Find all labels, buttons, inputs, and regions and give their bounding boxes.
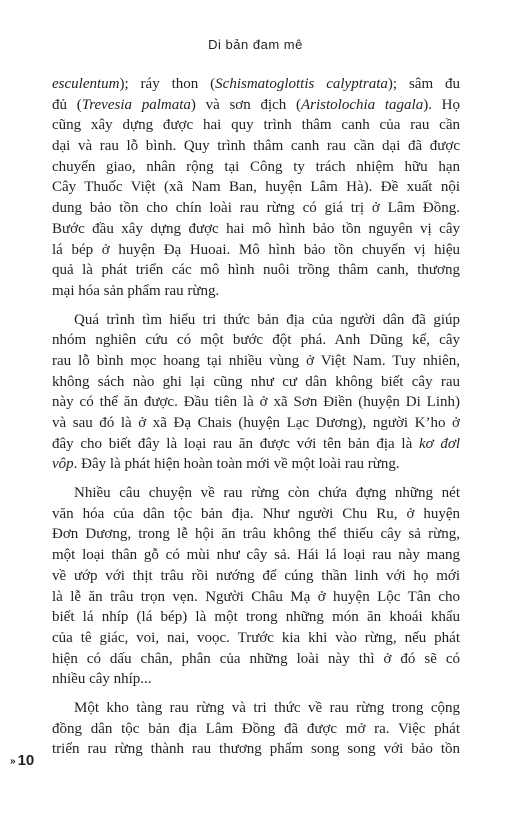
text-line: lá bép ở huyện Đạ Huoai. Mô hình bảo tồn chuyển vị hiệu [52, 241, 460, 258]
text-line: văn hóa của dân tộc bản địa. Như người Chu Ru, ở huyện [52, 505, 460, 522]
text-line: là lễ ăn trâu trọn vẹn. Người Châu Mạ ở huyện Lộc Tân cho [52, 588, 460, 605]
text-line: và sau đó là ở xã Đạ Chais (huyện Lạc Dương), người K’ho ở [52, 415, 460, 431]
text-line: mại hóa sản phẩm rau rừng. [52, 282, 220, 299]
text-line: không sách nào ghi lại cũng như cư dân không biết cây rau [52, 373, 460, 390]
running-header: Di bản đam mê [208, 37, 303, 52]
paragraph [52, 310, 460, 476]
text-line: chuyển giao, nhân rộng tại Công ty trách nhiệm hữu hạn [52, 158, 460, 175]
text-line: dung bảo tồn cho chín loài rau rừng có giá trị ở Lâm Đồng. [52, 200, 460, 217]
text-line: Bước đầu xây dựng được hai mô hình bảo tồn nguyên vị cây [52, 220, 460, 237]
page-mark-icon: » [10, 755, 16, 767]
text-line: Đơn Dương, trong lễ hội ăn trâu không thể thiếu cây sả rừng, [52, 526, 460, 543]
text-line: Một kho tàng rau rừng và tri thức về rau rừng trong cộng [74, 699, 460, 716]
text-line: dại và rau lỗ bình. Quy trình thâm canh rau cần dại đã được [52, 138, 460, 155]
text-line: đủ (Trevesia palmata) và sơn địch (Aristolochia tagala). Họ [52, 96, 460, 113]
text-line: đây cho biết đây là loại rau ăn được với tên bản địa là kơ đơl [52, 435, 460, 452]
text-line: rau lỗ bình mọc hoang tại nhiều vùng ở Việt Nam. Tuy nhiên, [52, 352, 460, 369]
text-line: nhóm nghiên cứu có một bước đột phá. Anh Dũng kể, cây [52, 332, 460, 349]
text-line: cũng xây dựng được hai quy trình thâm canh của rau cần [52, 117, 460, 134]
text-line: của tê giác, voi, nai, voọc. Trước kia khi vào rừng, nếu phát [52, 629, 460, 646]
paragraph [52, 698, 460, 760]
page-number [10, 752, 34, 769]
text-line: đồng dân tộc bản địa Lâm Đồng đã được mở ra. Việc phát [52, 720, 460, 737]
paragraph [52, 483, 460, 690]
text-line: về ướp với thịt trâu rồi nướng để cúng thần linh với họ mới [52, 567, 460, 584]
body-text [52, 74, 460, 760]
text-line: biết lá nhíp (lá bép) là một trong những món ăn khoái khẩu [52, 609, 460, 626]
text-line: nhiều cây nhíp... [52, 671, 152, 688]
text-line: Quá trình tìm hiểu tri thức bản địa của người dân đã giúp [74, 311, 460, 328]
text-line: hiện có dấu chân, phân của những loài này thì ở đó sẽ có [52, 650, 460, 667]
text-line: một loại thân gỗ có mùi như cây sả. Hái lá loại rau này mang [52, 547, 460, 564]
text-line: Nhiều câu chuyện về rau rừng còn chứa đựng những nét [74, 485, 460, 502]
text-line: quả là phát triển các mô hình nuôi trồng thâm canh, thương [52, 262, 460, 279]
paragraph [52, 74, 460, 302]
text-line: này có thể ăn được. Đầu tiên là ở xã Sơn Điền (huyện Di Linh) [52, 394, 460, 411]
text-line: triển rau rừng thành rau thương phẩm song song với bảo tồn [52, 741, 460, 758]
text-line: esculentum); ráy thon (Schismatoglottis calyptrata); sâm đu [52, 76, 460, 92]
text-line: Cây Thuốc Việt (xã Nam Ban, huyện Lâm Hà). Đề xuất nội [52, 179, 460, 196]
page-number-value: 10 [17, 752, 35, 769]
text-line: vôp. Đây là phát hiện hoàn toàn mới về một loài rau rừng. [52, 456, 400, 473]
